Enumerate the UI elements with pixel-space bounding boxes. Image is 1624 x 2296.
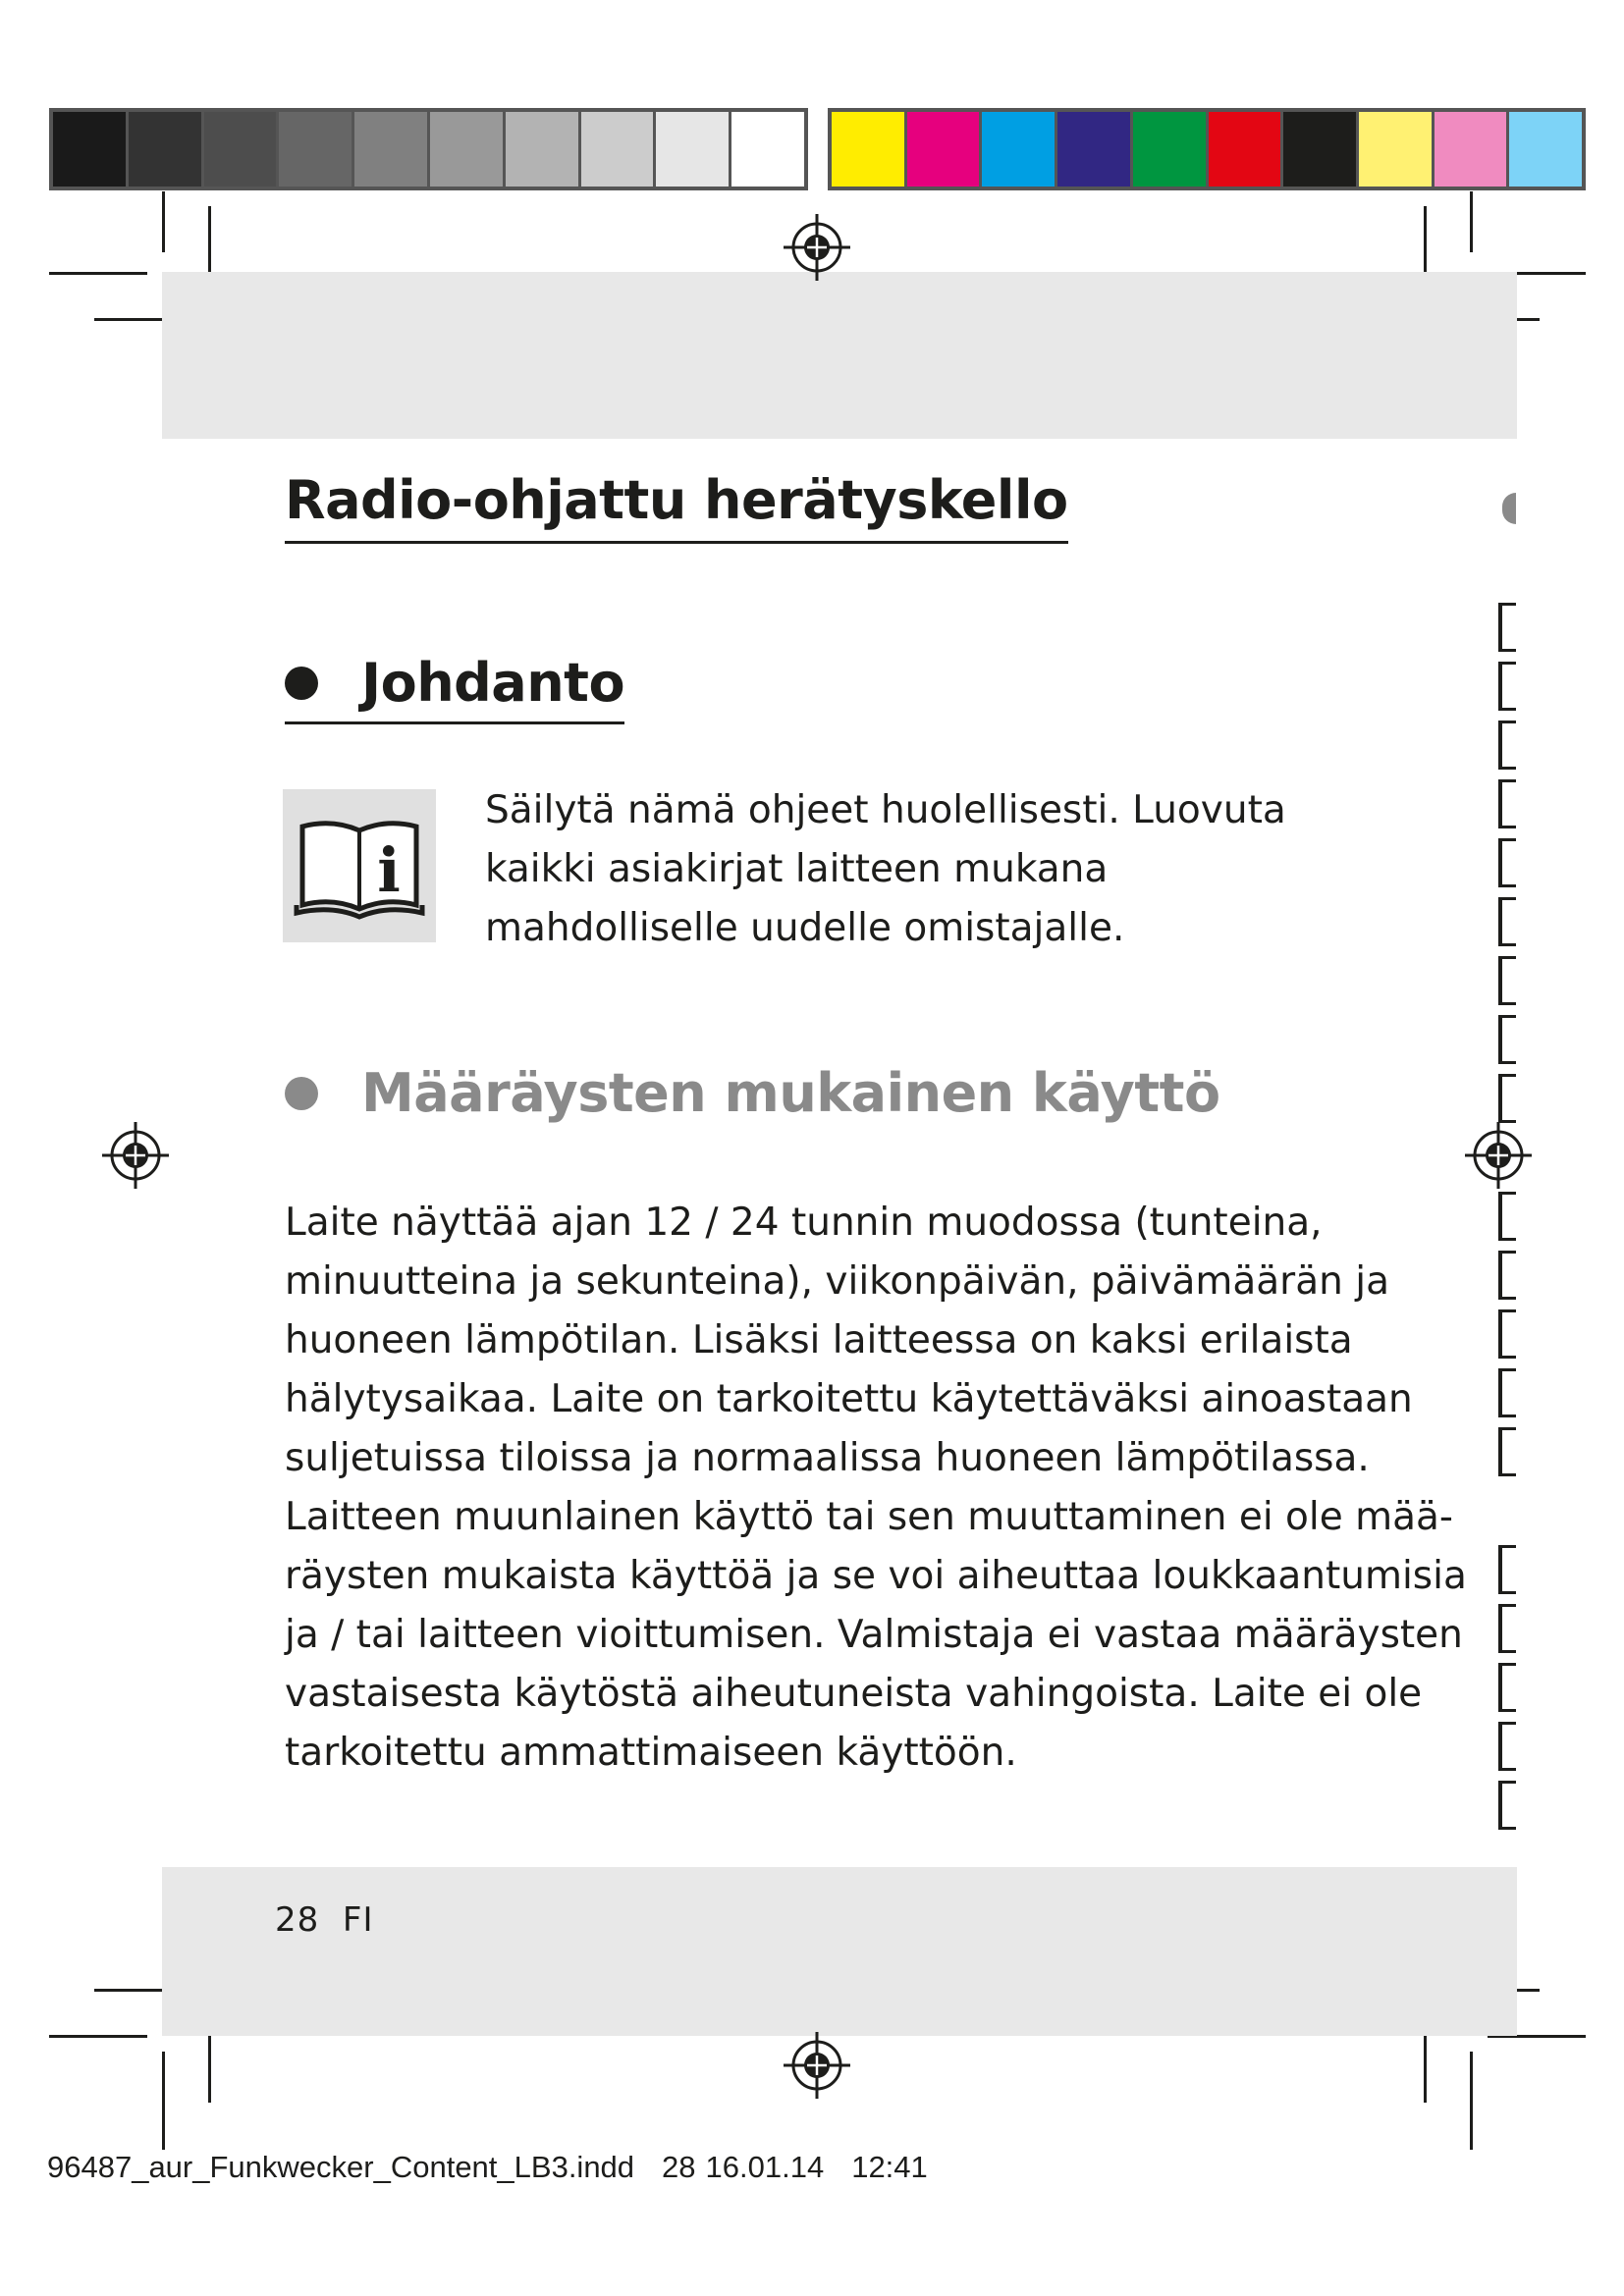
grayscale-color-bar [49, 108, 808, 190]
color-swatch [581, 112, 654, 187]
process-color-bar [828, 108, 1586, 190]
color-swatch [1509, 112, 1582, 187]
edge-tab-mark [1498, 1427, 1516, 1476]
color-swatch [279, 112, 352, 187]
color-swatch [430, 112, 503, 187]
registration-mark-icon [782, 212, 852, 283]
edge-tab-mark [1498, 721, 1516, 770]
edge-tab-mark [1498, 1309, 1516, 1359]
edge-tab-mark [1498, 1015, 1516, 1064]
header-gray-band [162, 272, 1517, 439]
text-line: Laitteen muunlainen käyttö tai sen muuttaminen ei ole mää- [285, 1495, 1453, 1539]
info-paragraph: Säilytä nämä ohjeet huolellisesti. Luovuta kaikki asiakirjat laitteen mukana mahdolliselle uudelle omistajalle. [485, 788, 1286, 950]
manual-info-icon [283, 789, 436, 942]
registration-mark-icon [782, 2030, 852, 2101]
edge-tab-mark [1498, 1604, 1516, 1653]
edge-tab-mark [1498, 662, 1516, 711]
edge-tab-mark [1498, 1368, 1516, 1417]
registration-mark-icon [1463, 1120, 1534, 1191]
page-title: Radio-ohjattu herätyskello [285, 469, 1068, 544]
crop-mark [1470, 191, 1473, 252]
slug-date: 16.01.14 [705, 2150, 825, 2184]
edge-tab-mark [1498, 603, 1516, 652]
print-slug [47, 2150, 955, 2185]
color-swatch [731, 112, 804, 187]
color-swatch [1435, 112, 1507, 187]
bullet-dot-icon [285, 1077, 318, 1110]
edge-tab-mark [1498, 779, 1516, 828]
crop-mark [162, 2052, 165, 2150]
language-code: FI [342, 1900, 374, 1940]
edge-tab-mark [1498, 1781, 1516, 1830]
crop-mark [162, 191, 165, 252]
edge-tab-mark [1498, 1722, 1516, 1771]
crop-mark [49, 272, 147, 275]
color-swatch [1057, 112, 1130, 187]
text-line: hälytysaikaa. Laite on tarkoitettu käytettäväksi ainoastaan [285, 1377, 1413, 1421]
color-swatch [907, 112, 980, 187]
section-heading-intended-use [285, 1062, 1220, 1124]
slug-filename: 96487_aur_Funkwecker_Content_LB3.indd [47, 2150, 635, 2184]
edge-tab-mark [1498, 897, 1516, 946]
footer-gray-band [162, 1867, 1517, 2036]
color-swatch [204, 112, 277, 187]
section-heading-label: Määräysten mukainen käyttö [361, 1062, 1220, 1124]
text-line: huoneen lämpötilan. Lisäksi laitteessa on kaksi erilaista [285, 1318, 1353, 1362]
edge-tab-mark [1498, 838, 1516, 887]
section-heading-label: Johdanto [361, 652, 625, 714]
text-line: minuutteina ja sekunteina), viikonpäivän, päivämäärän ja [285, 1259, 1389, 1304]
crop-mark [49, 2035, 147, 2038]
color-swatch [982, 112, 1055, 187]
text-line: vastaisesta käytöstä aiheutuneista vahingoista. Laite ei ole [285, 1672, 1423, 1716]
edge-dot [1502, 493, 1516, 524]
edge-tab-mark [1498, 1251, 1516, 1300]
color-swatch [1283, 112, 1356, 187]
edge-tab-mark [1498, 1074, 1516, 1123]
color-swatch [354, 112, 427, 187]
registration-mark-icon [100, 1120, 171, 1191]
slug-time: 12:41 [851, 2150, 928, 2184]
color-swatch [1133, 112, 1206, 187]
text-line: tarkoitettu ammattimaiseen käyttöön. [285, 1731, 1017, 1775]
crop-mark [1470, 2052, 1473, 2150]
page-number-value: 28 [275, 1900, 320, 1940]
bullet-dot-icon [285, 667, 318, 700]
edge-tab-mark [1498, 1545, 1516, 1594]
edge-tab-mark [1498, 956, 1516, 1005]
svg-text:i: i [377, 834, 401, 906]
page-number [275, 1900, 373, 1940]
text-line: Laite näyttää ajan 12 / 24 tunnin muodossa (tunteina, [285, 1201, 1323, 1245]
section-heading-introduction [285, 652, 624, 724]
color-swatch [129, 112, 201, 187]
text-line: räysten mukaista käyttöä ja se voi aiheuttaa loukkaantumisia [285, 1554, 1467, 1598]
slug-page: 28 [662, 2150, 696, 2184]
color-swatch [832, 112, 904, 187]
color-swatch [1209, 112, 1281, 187]
color-swatch [53, 112, 126, 187]
text-line: suljetuissa tiloissa ja normaalissa huoneen lämpötilassa. [285, 1436, 1370, 1480]
edge-tab-mark [1498, 1192, 1516, 1241]
edge-tab-mark [1498, 1663, 1516, 1712]
crop-mark [208, 2024, 211, 2103]
text-line: ja / tai laitteen vioittumisen. Valmistaja ei vastaa määräysten [285, 1613, 1463, 1657]
color-swatch [656, 112, 729, 187]
color-swatch [506, 112, 578, 187]
crop-mark [1424, 2024, 1427, 2103]
intended-use-paragraph [285, 1194, 1467, 1783]
color-swatch [1359, 112, 1432, 187]
